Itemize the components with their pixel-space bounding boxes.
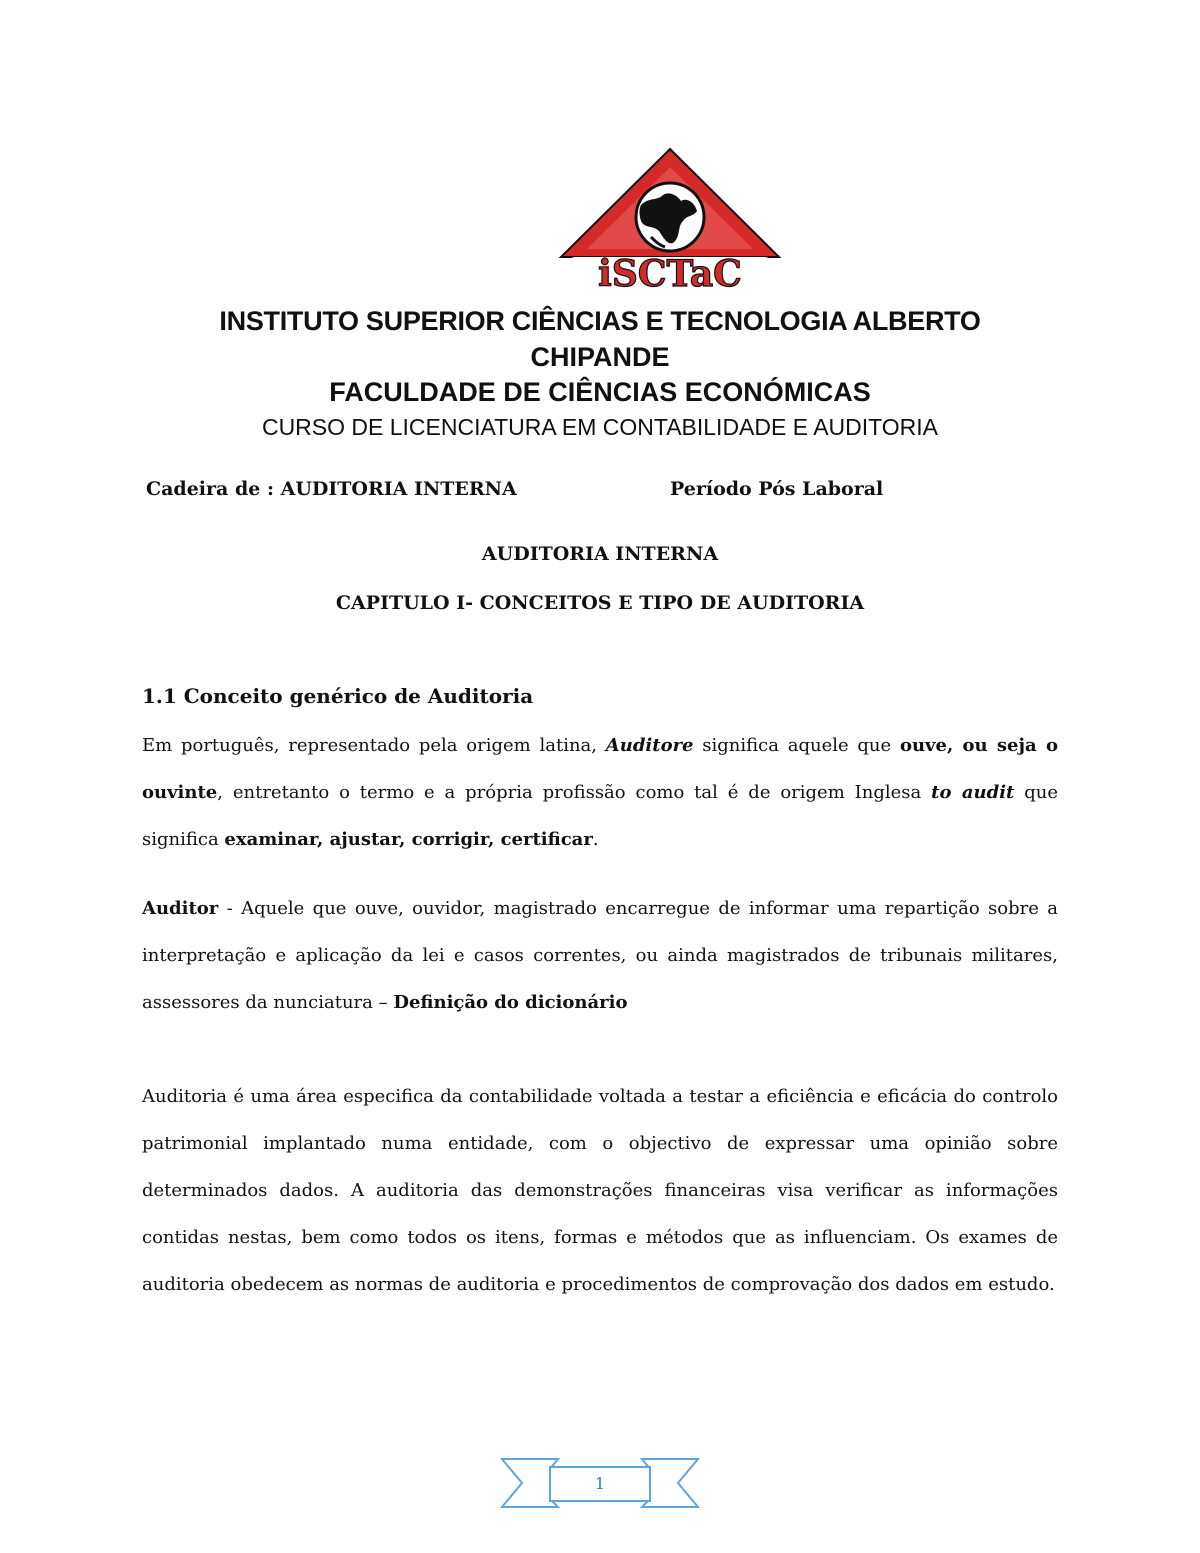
text-span: que significa: [142, 782, 1058, 850]
course-subject: Cadeira de : AUDITORIA INTERNA: [146, 478, 517, 500]
institution-logo-icon: [555, 145, 785, 293]
term-meanings: examinar, ajustar, corrigir, certificar: [224, 829, 593, 850]
term-auditor: Auditor: [142, 898, 219, 919]
text-span: significa aquele que: [693, 735, 900, 756]
paragraph-auditoria: Auditoria é uma área especifica da contabilidade voltada a testar a eficiência e eficácia do controlo patrimonial implantado numa entidade, com o objectivo de expressar uma opinião sobre determinados dados. A auditoria das demonstrações financeiras visa verificar as informações contidas nestas, bem como todos os itens, formas e métodos que as influenciam. Os exames de auditoria obedecem as normas de auditoria e procedimentos de comprovação dos dados em estudo.: [142, 1086, 1058, 1295]
course-name: CURSO DE LICENCIATURA EM CONTABILIDADE E AUDITORIA: [261, 414, 939, 440]
text-span: Em português, representado pela origem latina,: [142, 735, 606, 756]
text-span: .: [592, 829, 599, 850]
institution-name-line1: INSTITUTO SUPERIOR CIÊNCIAS E TECNOLOGIA ALBERTO: [219, 306, 981, 336]
section-heading: 1.1 Conceito genérico de Auditoria: [142, 684, 534, 708]
chapter-title: CAPITULO I- CONCEITOS E TIPO DE AUDITORIA: [335, 592, 865, 614]
text-span: , entretanto o termo e a própria profissão como tal é de origem Inglesa: [217, 782, 932, 803]
logo-wordmark: iSCTaC: [598, 253, 742, 293]
term-dictionary-definition: Definição do dicionário: [393, 992, 628, 1013]
term-to-audit: to audit: [931, 782, 1015, 803]
term-ouvinte: ouve, ou seja o ouvinte: [142, 735, 1058, 803]
faculty-name: FACULDADE DE CIÊNCIAS ECONÓMICAS: [329, 377, 871, 407]
course-period: Período Pós Laboral: [670, 478, 884, 500]
text-span: - Aquele que ouve, ouvidor, magistrado encarregue de informar uma repartição sobre a interpretação e aplicação da lei e casos correntes, ou ainda magistrados de tribunais militares, assessores da nunciatura –: [142, 898, 1058, 1013]
paragraph-auditor-definition: [142, 885, 1058, 1026]
institution-name-line2: CHIPANDE: [530, 342, 670, 372]
page-number: 1: [594, 1474, 606, 1493]
paragraph-etymology: [142, 722, 1058, 863]
page-number-frame: [500, 1455, 700, 1510]
term-auditore: Auditore: [605, 735, 694, 756]
document-title: AUDITORIA INTERNA: [481, 543, 719, 565]
